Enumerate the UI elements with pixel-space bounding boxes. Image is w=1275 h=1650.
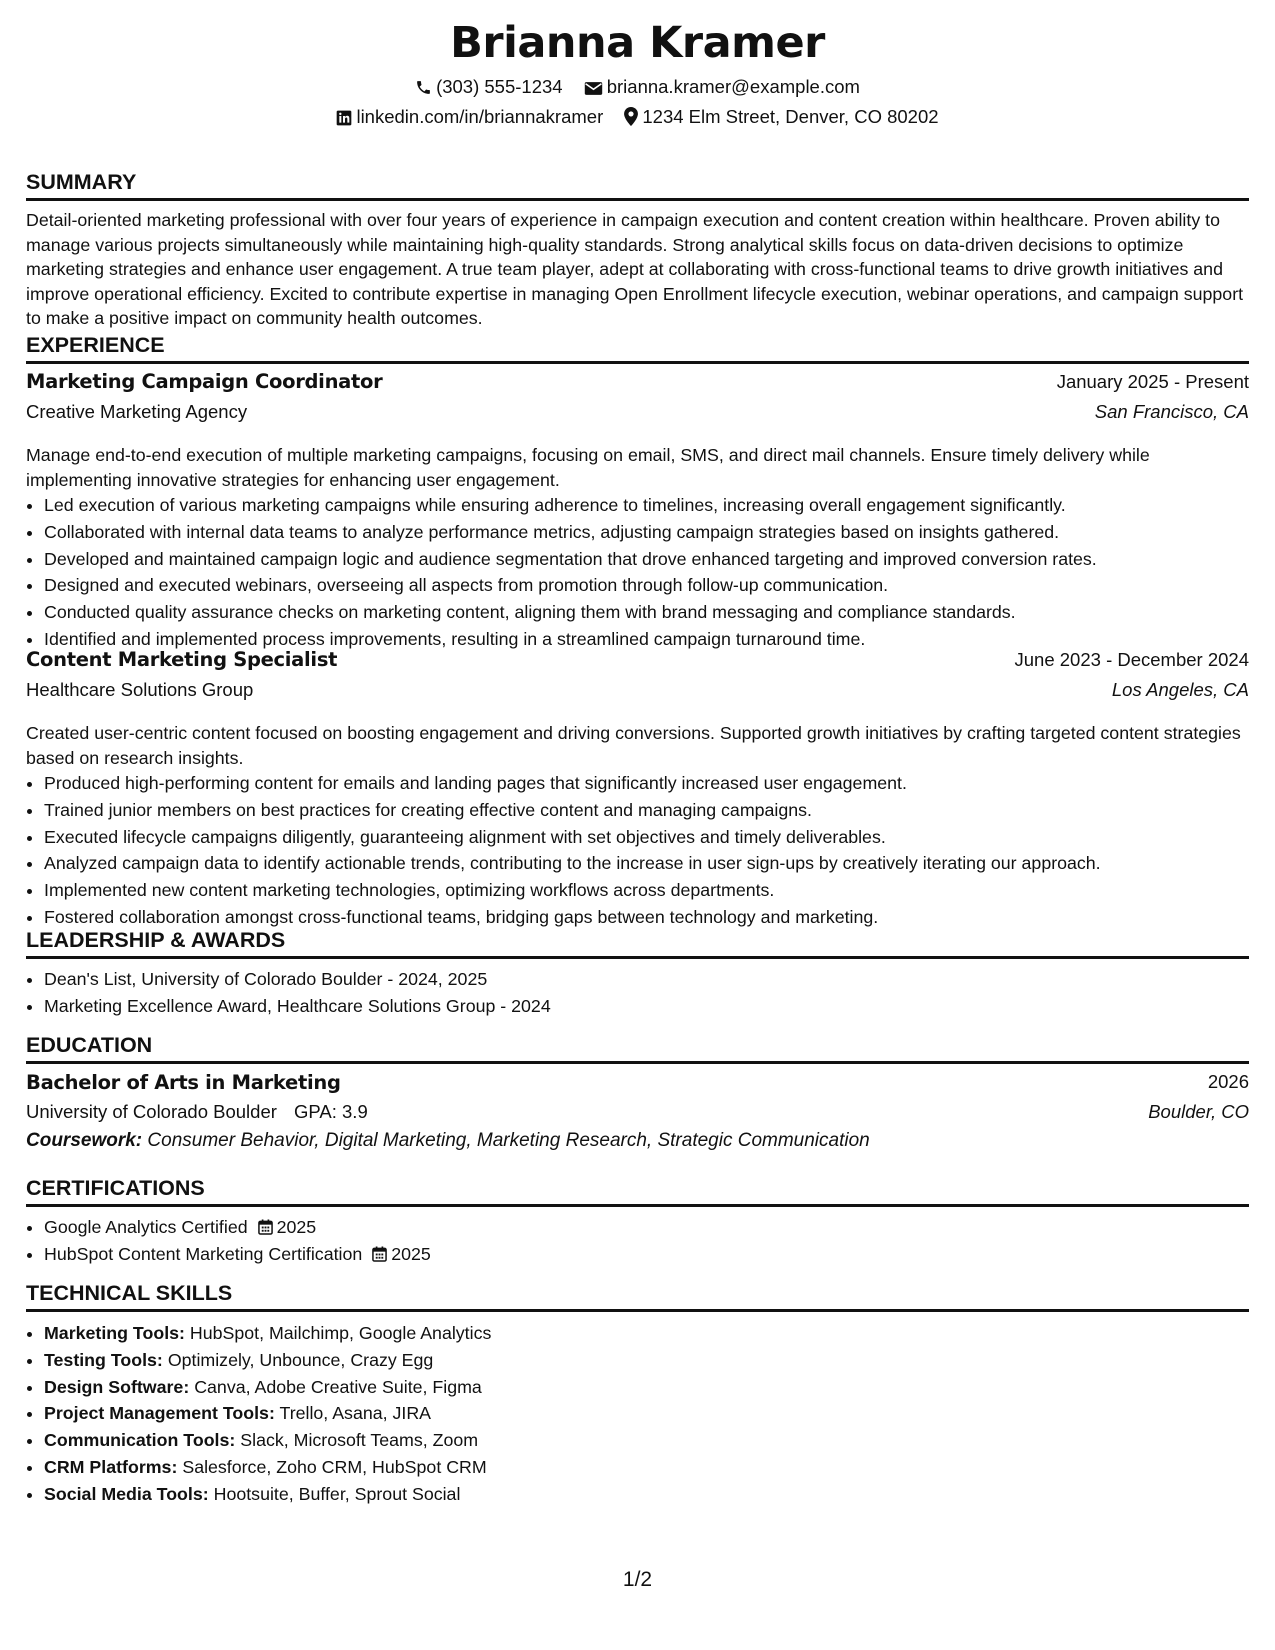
skill-label: Testing Tools: <box>44 1349 163 1370</box>
summary-heading: SUMMARY <box>26 170 1249 201</box>
address-contact <box>624 106 938 127</box>
linkedin-text[interactable]: linkedin.com/in/briannakramer <box>356 106 604 127</box>
gpa: GPA: 3.9 <box>294 1101 368 1122</box>
experience-heading: EXPERIENCE <box>26 333 1249 364</box>
contact-line-2 <box>0 106 1275 128</box>
list-item: • Produced high-performing content for emails and landing pages that significantly increased user engagement. <box>44 770 1267 797</box>
skill-value: Canva, Adobe Creative Suite, Figma <box>194 1376 482 1397</box>
job-1-role: Marketing Campaign Coordinator <box>26 370 383 393</box>
list-item <box>44 1241 1267 1268</box>
skill-label: CRM Platforms: <box>44 1456 178 1477</box>
cert-name: Google Analytics Certified <box>44 1217 248 1237</box>
job-2-role: Content Marketing Specialist <box>26 648 338 671</box>
phone-icon <box>415 79 432 96</box>
leadership-list <box>26 966 1267 1020</box>
map-pin-icon <box>624 107 638 126</box>
calendar-icon <box>258 1219 273 1235</box>
job-1-dates: January 2025 - Present <box>1056 371 1249 392</box>
job-2-location: Los Angeles, CA <box>1111 679 1249 700</box>
list-item: • Conducted quality assurance checks on marketing content, aligning them with brand messaging and compliance standards. <box>44 599 1267 626</box>
coursework <box>26 1130 870 1152</box>
education-heading: EDUCATION <box>26 1033 1249 1064</box>
list-item: • Implemented new content marketing technologies, optimizing workflows across departments. <box>44 877 1267 904</box>
skill-value: HubSpot, Mailchimp, Google Analytics <box>189 1323 492 1343</box>
graduation-year: 2026 <box>1207 1071 1249 1092</box>
skill-value: Optimizely, Unbounce, Crazy Egg <box>167 1349 434 1370</box>
certifications-heading: CERTIFICATIONS <box>26 1176 1249 1207</box>
list-item: • Led execution of various marketing campaigns while ensuring adherence to timelines, increasing overall engagement significantly. <box>44 492 1267 519</box>
school-location: Boulder, CO <box>1148 1101 1249 1122</box>
list-item <box>44 1214 1267 1241</box>
list-item: • Fostered collaboration amongst cross-functional teams, bridging gaps between technology and marketing. <box>44 904 1267 931</box>
job-1-company: Creative Marketing Agency <box>26 401 248 422</box>
contact-line-1 <box>0 76 1275 98</box>
list-item <box>44 1400 1267 1427</box>
linkedin-icon <box>336 110 352 126</box>
email-contact[interactable] <box>584 76 860 97</box>
envelope-icon <box>584 81 603 96</box>
job-2-description: Created user-centric content focused on boosting engagement and driving conversions. Supported growth initiatives by crafting targeted content strategies based on research insights. <box>26 723 1241 768</box>
school-name: University of Colorado Boulder <box>26 1101 277 1122</box>
list-item: • Analyzed campaign data to identify actionable trends, contributing to the increase in user sign-ups by creatively iterating our approach. <box>44 850 1267 877</box>
school-line <box>26 1101 368 1123</box>
cert-year: 2025 <box>391 1243 431 1264</box>
list-item <box>44 1374 1267 1401</box>
list-item: • Developed and maintained campaign logic and audience segmentation that drove enhanced targeting and improved conversion rates. <box>44 546 1267 573</box>
skill-value: Salesforce, Zoho CRM, HubSpot CRM <box>182 1456 487 1477</box>
list-item: • Collaborated with internal data teams to analyze performance metrics, adjusting campaign strategies based on insights gathered. <box>44 519 1267 546</box>
skill-value: Hootsuite, Buffer, Sprout Social <box>213 1483 461 1504</box>
summary-text: Detail-oriented marketing professional with over four years of experience in campaign execution and content creation within healthcare. Proven ability to manage various projects simultaneously while maintaining high-quality standards. Strong analytical skills focus on data-driven decisions to optimize marketing strategies and enhance user engagement. A true team player, adept at collaborating with cross-functional teams to drive growth initiatives and improve operational efficiency. Excited to contribute expertise in managing Open Enrollment lifecycle execution, webinar operations, and campaign support to make a positive impact on community health outcomes. <box>26 210 1244 328</box>
cert-year: 2025 <box>276 1217 317 1237</box>
email-text[interactable]: brianna.kramer@example.com <box>606 76 860 97</box>
list-item <box>44 1320 1267 1347</box>
skill-label: Design Software: <box>44 1376 190 1397</box>
list-item <box>44 1347 1267 1374</box>
skill-label: Project Management Tools: <box>44 1403 275 1424</box>
certifications-list <box>26 1214 1267 1268</box>
job-2-company: Healthcare Solutions Group <box>26 679 254 700</box>
coursework-label: Coursework: <box>26 1130 143 1151</box>
list-item: • Trained junior members on best practices for creating effective content and managing campaigns. <box>44 797 1267 824</box>
candidate-name: Brianna Kramer <box>450 18 825 68</box>
skills-list <box>26 1320 1267 1508</box>
list-item <box>44 1454 1267 1481</box>
linkedin-contact[interactable] <box>336 106 608 127</box>
skill-label: Marketing Tools: <box>44 1323 185 1343</box>
phone-text: (303) 555-1234 <box>436 76 563 97</box>
list-item: • Marketing Excellence Award, Healthcare Solutions Group - 2024 <box>44 993 1267 1020</box>
skill-label: Communication Tools: <box>44 1430 236 1451</box>
list-item <box>44 1427 1267 1454</box>
degree: Bachelor of Arts in Marketing <box>26 1071 341 1094</box>
skill-label: Social Media Tools: <box>44 1483 209 1504</box>
phone-contact <box>415 76 568 97</box>
skill-value: Trello, Asana, JIRA <box>279 1403 432 1424</box>
list-item <box>44 1481 1267 1508</box>
skill-value: Slack, Microsoft Teams, Zoom <box>240 1430 479 1451</box>
job-1-location: San Francisco, CA <box>1094 401 1249 422</box>
calendar-icon <box>372 1246 387 1262</box>
skills-heading: TECHNICAL SKILLS <box>26 1281 1249 1312</box>
job-2-dates: June 2023 - December 2024 <box>1014 649 1249 670</box>
list-item: • Designed and executed webinars, overseeing all aspects from promotion through follow-up communication. <box>44 572 1267 599</box>
coursework-list: Consumer Behavior, Digital Marketing, Marketing Research, Strategic Communication <box>147 1130 870 1151</box>
list-item: • Identified and implemented process improvements, resulting in a streamlined campaign turnaround time. <box>44 626 1267 653</box>
list-item: • Dean's List, University of Colorado Boulder - 2024, 2025 <box>44 966 1267 993</box>
page-number: 1/2 <box>622 1568 653 1591</box>
leadership-heading: LEADERSHIP & AWARDS <box>26 928 1249 959</box>
cert-name: HubSpot Content Marketing Certification <box>44 1243 363 1264</box>
list-item: • Executed lifecycle campaigns diligently, guaranteeing alignment with set objectives and timely deliverables. <box>44 824 1267 851</box>
address-text: 1234 Elm Street, Denver, CO 80202 <box>642 106 939 127</box>
job-1-description: Manage end-to-end execution of multiple marketing campaigns, focusing on email, SMS, and direct mail channels. Ensure timely delivery while implementing innovative strategies for enhancing user engagement. <box>26 445 1150 490</box>
job-1-bullets <box>26 492 1267 653</box>
job-2-bullets <box>26 770 1267 931</box>
